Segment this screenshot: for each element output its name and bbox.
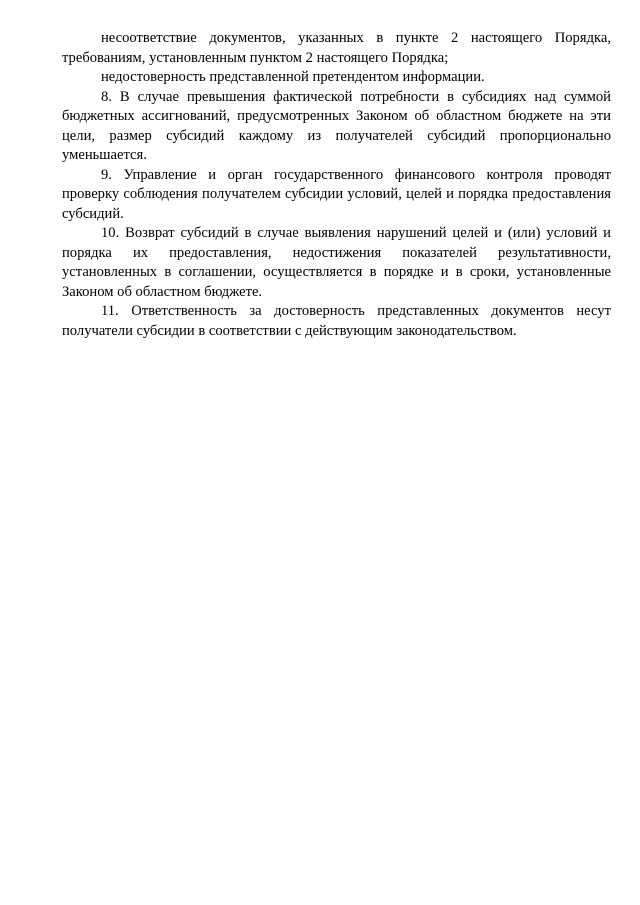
- paragraph-nonconformity: несоответствие документов, указанных в пункте 2 настоящего Порядка, требованиям, установленным пунктом 2 настоящего Порядка;: [62, 30, 611, 66]
- paragraph-item-8: 8. В случае превышения фактической потребности в субсидиях над суммой бюджетных ассигнований, предусмотренных Законом об областном бюджете на эти цели, размер субсидий каждому из получателей субсидий пропорционально уменьшается.: [62, 88, 611, 163]
- document-body: [62, 29, 611, 341]
- paragraph-unreliability: недостоверность представленной претендентом информации.: [101, 69, 485, 85]
- paragraph-item-10: 10. Возврат субсидий в случае выявления нарушений целей и (или) условий и порядка их предоставления, недостижения показателей результативности, установленных в соглашении, осуществляется в порядке и в сроки, установленные Законом об областном бюджете.: [62, 225, 611, 300]
- paragraph-item-11: 11. Ответственность за достоверность представленных документов несут получатели субсидии в соответствии с действующим законодательством.: [62, 303, 611, 339]
- paragraph-item-9: 9. Управление и орган государственного финансового контроля проводят проверку соблюдения получателем субсидии условий, целей и порядка предоставления субсидий.: [62, 166, 611, 222]
